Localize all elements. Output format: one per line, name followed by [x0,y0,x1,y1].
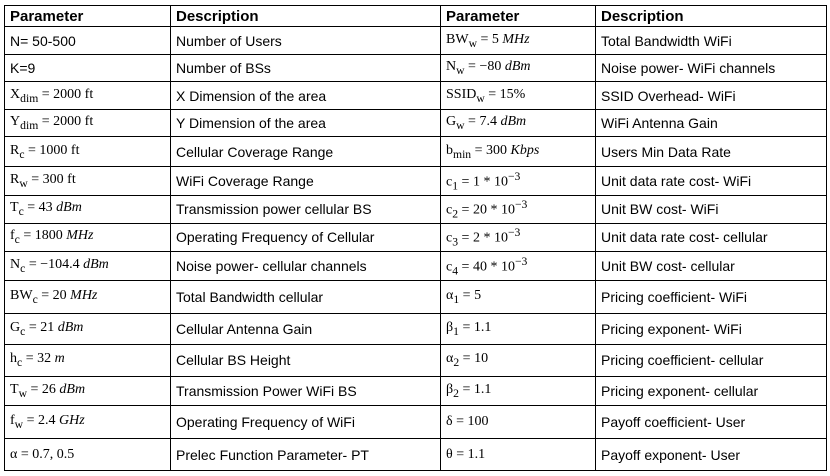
cell-parameter-2: δ = 100 [441,405,596,439]
cell-description-2: Unit BW cost- WiFi [596,195,827,223]
cell-parameter-1: $G_c = 21$ dBm [5,313,171,344]
table-row [5,223,827,251]
cell-description-2: Payoff coefficient- User [596,405,827,439]
cell-parameter-1: $h_c = 32$ m [5,345,171,376]
cell-parameter-1: $f_w = 2.4$ GHz [5,405,171,439]
cell-parameter-2: $\alpha_1 = 5$ [441,280,596,313]
cell-description-1: Cellular Antenna Gain [171,313,441,344]
header-row [5,6,827,27]
cell-parameter-2: $G_w = 7.4$ dBm [441,110,596,137]
cell-description-1: Cellular Coverage Range [171,137,441,167]
table-row [5,55,827,82]
cell-description-2: Pricing coefficient- WiFi [596,280,827,313]
cell-parameter-1: $R_c = 1000$ ft [5,137,171,167]
table-row [5,195,827,223]
cell-description-2: Pricing exponent- WiFi [596,313,827,344]
cell-description-1: Operating Frequency of Cellular [171,223,441,251]
cell-parameter-2: $BW_w = 5$ MHz [441,27,596,55]
cell-parameter-1: $T_c = 43$ dBm [5,195,171,223]
cell-parameter-2: $c_1 = 1 * 10^{-3}$ [441,167,596,195]
cell-description-2: Unit data rate cost- cellular [596,223,827,251]
table-row [5,27,827,55]
cell-parameter-2: $SSID_w = 15\%$ [441,82,596,110]
cell-description-1: Transmission Power WiFi BS [171,376,441,405]
table-row [5,280,827,313]
cell-description-2: Total Bandwidth WiFi [596,27,827,55]
cell-description-2: Unit data rate cost- WiFi [596,167,827,195]
header-parameter-1: Parameter [5,6,171,27]
cell-description-2: SSID Overhead- WiFi [596,82,827,110]
cell-description-1: Number of BSs [171,55,441,82]
cell-parameter-1: $R_w = 300$ ft [5,167,171,195]
table-row [5,82,827,110]
header-description-1: Description [171,6,441,27]
table-row [5,110,827,137]
cell-parameter-1: K=9 [5,55,171,82]
cell-parameter-1: $N_c = -104.4$ dBm [5,251,171,280]
cell-description-2: WiFi Antenna Gain [596,110,827,137]
cell-description-2: Payoff exponent- User [596,439,827,471]
cell-parameter-2: $\alpha_2 = 10$ [441,345,596,376]
cell-description-2: Pricing coefficient- cellular [596,345,827,376]
cell-description-1: Y Dimension of the area [171,110,441,137]
cell-parameter-1: $Y_{dim} = 2000$ ft [5,110,171,137]
cell-parameter-2: $N_w = -80$ dBm [441,55,596,82]
cell-parameter-1: N= 50-500 [5,27,171,55]
table-row [5,439,827,471]
cell-description-1: X Dimension of the area [171,82,441,110]
cell-description-1: Cellular BS Height [171,345,441,376]
cell-description-2: Pricing exponent- cellular [596,376,827,405]
cell-description-1: Transmission power cellular BS [171,195,441,223]
header-parameter-2: Parameter [441,6,596,27]
cell-description-1: Number of Users [171,27,441,55]
cell-parameter-2: $\beta_2 = 1.1$ [441,376,596,405]
cell-parameter-2: $\beta_1 = 1.1$ [441,313,596,344]
cell-parameter-1: $T_w = 26$ dBm [5,376,171,405]
table-row [5,345,827,376]
table-row [5,167,827,195]
cell-parameter-2: θ = 1.1 [441,439,596,471]
cell-parameter-1: $BW_c = 20$ MHz [5,280,171,313]
cell-description-1: Total Bandwidth cellular [171,280,441,313]
cell-description-2: Noise power- WiFi channels [596,55,827,82]
cell-parameter-1: $f_c = 1800$ MHz [5,223,171,251]
table-row [5,313,827,344]
header-description-2: Description [596,6,827,27]
parameter-table [4,5,827,471]
cell-parameter-1: $X_{dim} = 2000$ ft [5,82,171,110]
table-row [5,251,827,280]
cell-description-1: Operating Frequency of WiFi [171,405,441,439]
cell-description-2: Users Min Data Rate [596,137,827,167]
cell-description-1: Noise power- cellular channels [171,251,441,280]
cell-parameter-2: $c_4 = 40 * 10^{-3}$ [441,251,596,280]
table-row [5,376,827,405]
cell-parameter-2: $c_3 = 2 * 10^{-3}$ [441,223,596,251]
table-row [5,405,827,439]
cell-parameter-1: α = 0.7, 0.5 [5,439,171,471]
cell-description-1: Prelec Function Parameter- PT [171,439,441,471]
table-row [5,137,827,167]
cell-description-1: WiFi Coverage Range [171,167,441,195]
cell-description-2: Unit BW cost- cellular [596,251,827,280]
cell-parameter-2: $c_2 = 20 * 10^{-3}$ [441,195,596,223]
cell-parameter-2: $b_{min} = 300$ Kbps [441,137,596,167]
